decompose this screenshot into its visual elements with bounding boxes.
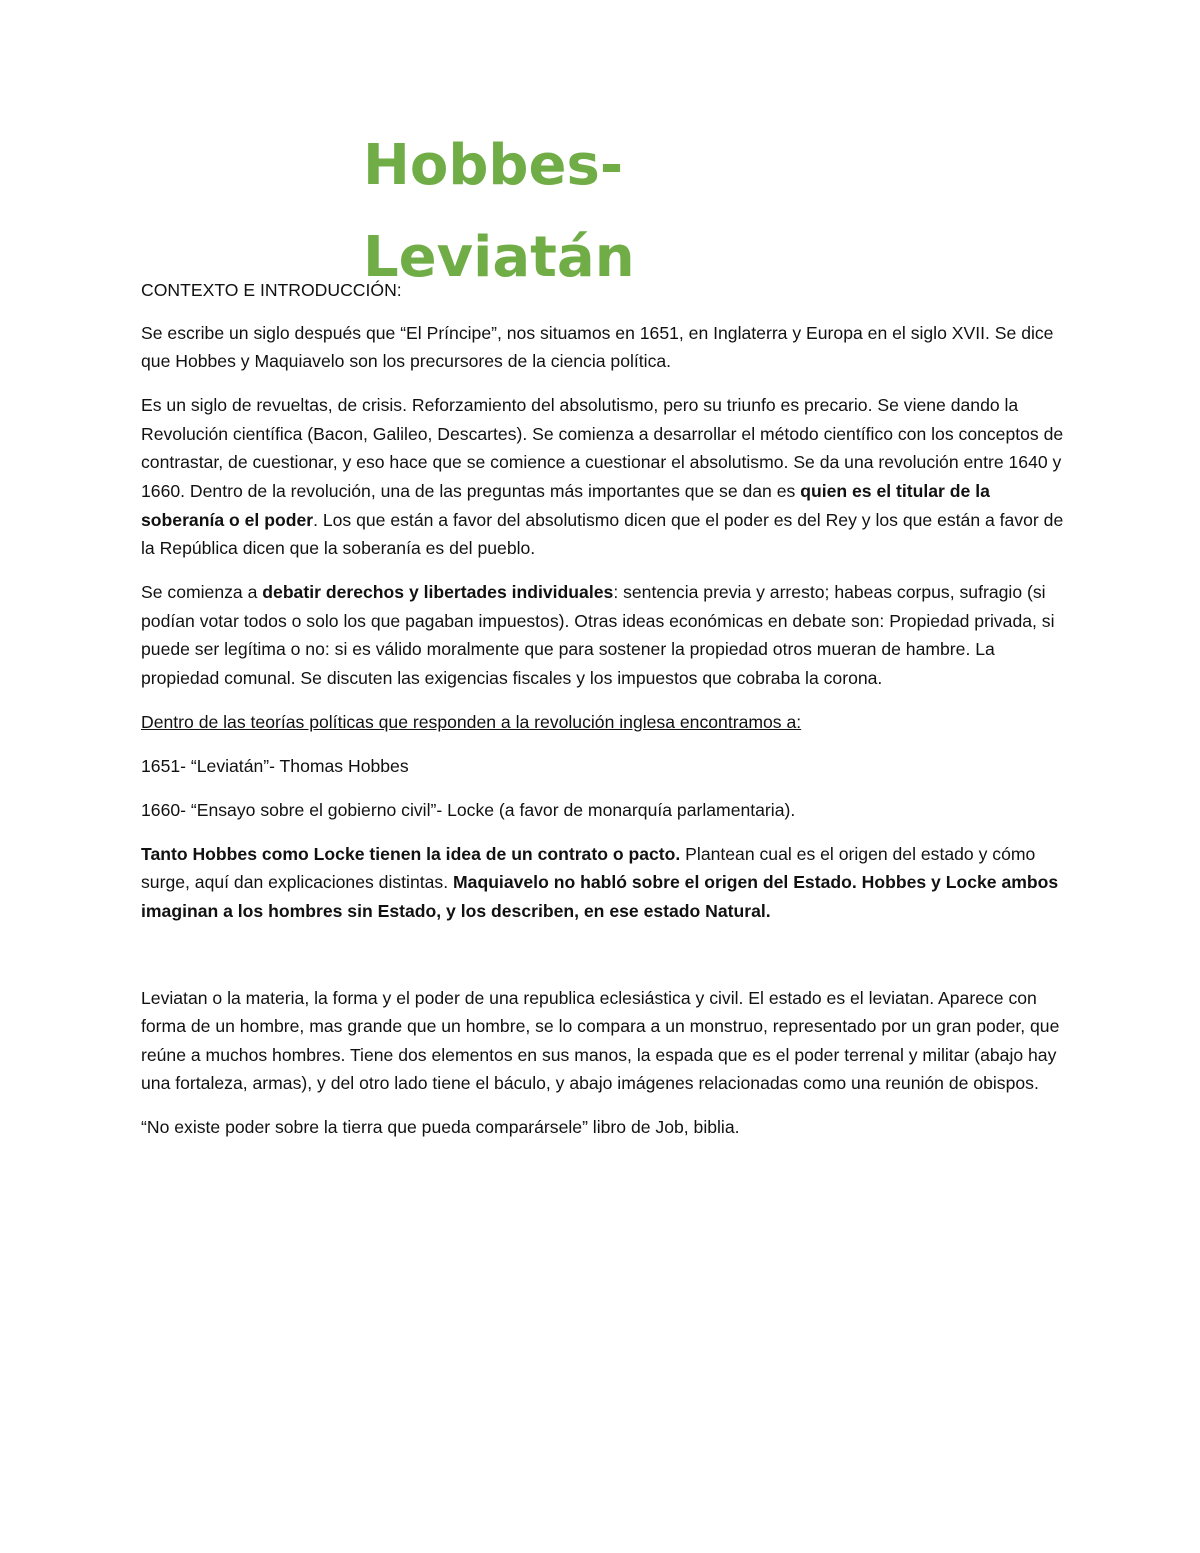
section-heading: CONTEXTO E INTRODUCCIÓN:: [141, 280, 402, 300]
paragraph-context-bold: quien es el titular de la soberanía o el poder: [141, 480, 990, 530]
paragraph-contract-bold-1: Tanto Hobbes como Locke tienen la idea de un contrato o pacto.: [141, 843, 681, 864]
paragraph-rights-bold: debatir derechos y libertades individuales: [262, 582, 614, 603]
paragraph-intro: Se escribe un siglo después que “El Príncipe”, nos situamos en 1651, en Inglaterra y Europa en el siglo XVII. Se dice que Hobbes y Maquiavelo son los precursores de la ciencia política.: [141, 322, 1054, 372]
paragraph-leviatan: Leviatan o la materia, la forma y el poder de una republica eclesiástica y civil. El estado es el leviatan. Aparece con forma de un hombre, mas grande que un hombre, se lo compara a un monstruo, representado por un gran poder, que reúne a muchos hombres. Tiene dos elementos en sus manos, la espada que es el poder terrenal y militar (abajo hay una fortaleza, armas), y del otro lado tiene el báculo, y abajo imágenes relacionadas como una reunión de obispos.: [141, 987, 1060, 1094]
paragraph-quote: “No existe poder sobre la tierra que pueda comparársele” libro de Job, biblia.: [141, 1117, 740, 1138]
paragraph-context-text-a: Es un siglo de revueltas, de crisis. Reforzamiento del absolutismo, pero su triunfo es precario. Se viene dando la Revolución científica (Bacon, Galileo, Descartes). Se comienza a desarrollar el método científico con los conceptos de contrastar, de cuestionar, y eso hace que se comience a cuestionar el absolutismo. Se da una revolución entre 1640 y 1660. Dentro de la revolución, una de las preguntas más importantes que se dan es: [141, 395, 1064, 501]
paragraph-contract: [141, 840, 1066, 926]
paragraph-context-text-b: . Los que están a favor del absolutismo dicen que el poder es del Rey y los que están a favor de la República dicen que la soberanía es del pueblo.: [141, 509, 1064, 559]
paragraph-theories-heading: Dentro de las teorías políticas que responden a la revolución inglesa encontramos a:: [141, 711, 802, 732]
paragraph-contract-text: Plantean cual es el origen del estado y cómo surge, aquí dan explicaciones distintas.: [141, 843, 1036, 893]
paragraph-rights-text-b: : sentencia previa y arresto; habeas corpus, sufragio (si podían votar todos o solo los que pagaban impuestos). Otras ideas económicas en debate son: Propiedad privada, si puede ser legítima o no: si es válido moralmente que para sostener la propiedad otros mueran de hambre. La propiedad comunal. Se discuten las exigencias fiscales y los impuestos que cobraba la corona.: [141, 582, 1055, 688]
title-line-1: Hobbes-: [363, 133, 624, 198]
paragraph-rights: [141, 578, 1066, 692]
list-item-hobbes: 1651- “Leviatán”- Thomas Hobbes: [141, 755, 409, 776]
paragraph-context: [141, 391, 1066, 563]
list-item-locke: 1660- “Ensayo sobre el gobierno civil”- Locke (a favor de monarquía parlamentaria).: [141, 799, 796, 820]
paragraph-contract-bold-2: Maquiavelo no habló sobre el origen del Estado. Hobbes y Locke ambos imaginan a los hombres sin Estado, y los describen, en ese estado Natural.: [141, 872, 1059, 922]
title-line-2: Leviatán: [363, 225, 635, 290]
paragraph-rights-text-a: Se comienza a: [141, 582, 263, 603]
document-body: [141, 276, 1066, 1157]
